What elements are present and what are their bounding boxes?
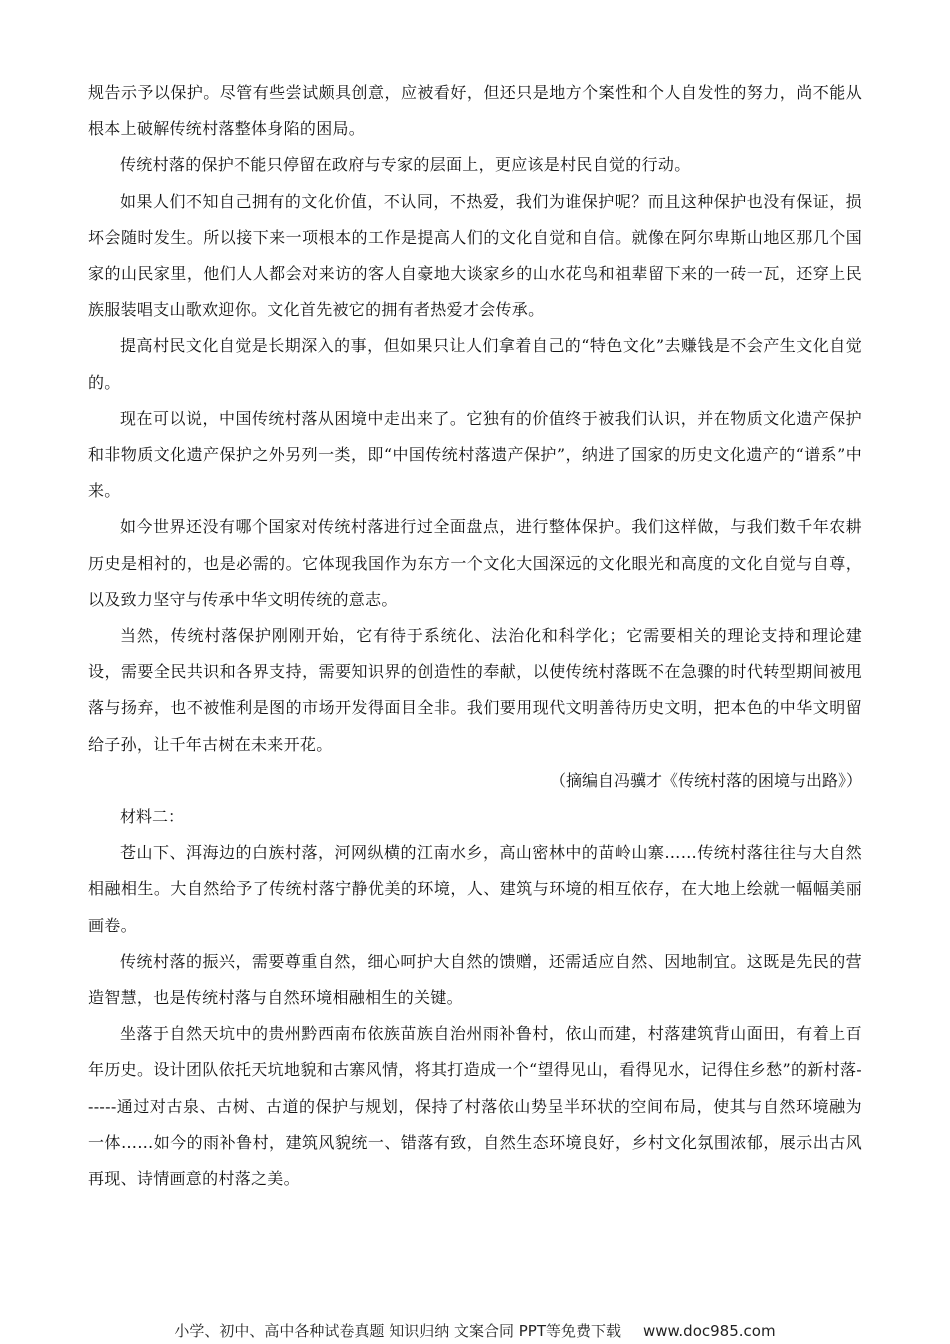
paragraph: 苍山下、洱海边的白族村落，河网纵横的江南水乡，高山密林中的苗岭山寨……传统村落往往与大自然相融相生。大自然给予了传统村落宁静优美的环境，人、建筑与环境的相互依存，在大地上绘就一幅幅美丽画卷。	[88, 843, 862, 935]
paragraph: 如今世界还没有哪个国家对传统村落进行过全面盘点，进行整体保护。我们这样做，与我们数千年农耕历史是相衬的，也是必需的。它体现我国作为东方一个文化大国深远的文化眼光和高度的文化自觉与自尊，以及致力坚守与传承中华文明传统的意志。	[88, 517, 862, 609]
material-two-heading: 材料二：	[120, 807, 185, 827]
paragraph: 现在可以说，中国传统村落从困境中走出来了。它独有的价值终于被我们认识，并在物质文化遗产保护和非物质文化遗产保护之外另列一类，即“中国传统村落遗产保护”，纳进了国家的历史文化遗产的“谱系”中来。	[88, 408, 862, 501]
paragraph: 传统村落的保护不能只停留在政府与专家的层面上，更应该是村民自觉的行动。	[120, 155, 691, 175]
paragraph: 坐落于自然天坑中的贵州黔西南布依族苗族自治州雨补鲁村，依山而建，村落建筑背山面田，有着上百年历史。设计团队依托天坑地貌和古寨风情，将其打造成一个“望得见山，看得见水，记得住乡愁”的新村落------通过对古泉、古树、古道的保护与规划，保持了村落依山势呈半环状的空间布局，使其与自然环境融为一体……如今的雨补鲁村，建筑风貌统一、错落有致，自然生态环境良好，乡村文化氛围浓郁，展示出古风再现、诗情画意的村落之美。	[88, 1024, 862, 1189]
paragraph: 如果人们不知自己拥有的文化价值，不认同，不热爱，我们为谁保护呢？而且这种保护也没有保证，损坏会随时发生。所以接下来一项根本的工作是提高人们的文化自觉和自信。就像在阿尔卑斯山地区那几个国家的山民家里，他们人人都会对来访的客人自豪地大谈家乡的山水花鸟和祖辈留下来的一砖一瓦，还穿上民族服装唱支山歌欢迎你。文化首先被它的拥有者热爱才会传承。	[88, 191, 862, 320]
page-footer	[0, 1320, 950, 1341]
paragraph: 规告示予以保护。尽管有些尝试颇具创意，应被看好，但还只是地方个案性和个人自发性的努力，尚不能从根本上破解传统村落整体身陷的困局。	[88, 83, 862, 139]
paragraph: 传统村落的振兴，需要尊重自然，细心呵护大自然的馈赠，还需适应自然、因地制宜。这既是先民的营造智慧，也是传统村落与自然环境相融相生的关键。	[88, 951, 862, 1008]
paragraph: 当然，传统村落保护刚刚开始，它有待于系统化、法治化和科学化；它需要相关的理论支持和理论建设，需要全民共识和各界支持，需要知识界的创造性的奉献，以使传统村落既不在急骤的时代转型期间被甩落与扬弃，也不被惟利是图的市场开发得面目全非。我们要用现代文明善待历史文明，把本色的中华文明留给子孙，让千年古树在未来开花。	[88, 626, 862, 754]
material-one-paragraphs	[88, 75, 862, 763]
material-two-paragraphs	[88, 835, 862, 1197]
paragraph: 提高村民文化自觉是长期深入的事，但如果只让人们拿着自己的“特色文化”去赚钱是不会产生文化自觉的。	[88, 336, 862, 392]
footer-site-link[interactable]: www.doc985.com	[642, 1322, 776, 1340]
document-body	[88, 75, 862, 1197]
footer-text: 小学、初中、高中各种试卷真题 知识归纳 文案合同 PPT等免费下载	[174, 1322, 621, 1340]
source-citation: （摘编自冯骥才《传统村落的困境与出路》）	[549, 770, 862, 790]
